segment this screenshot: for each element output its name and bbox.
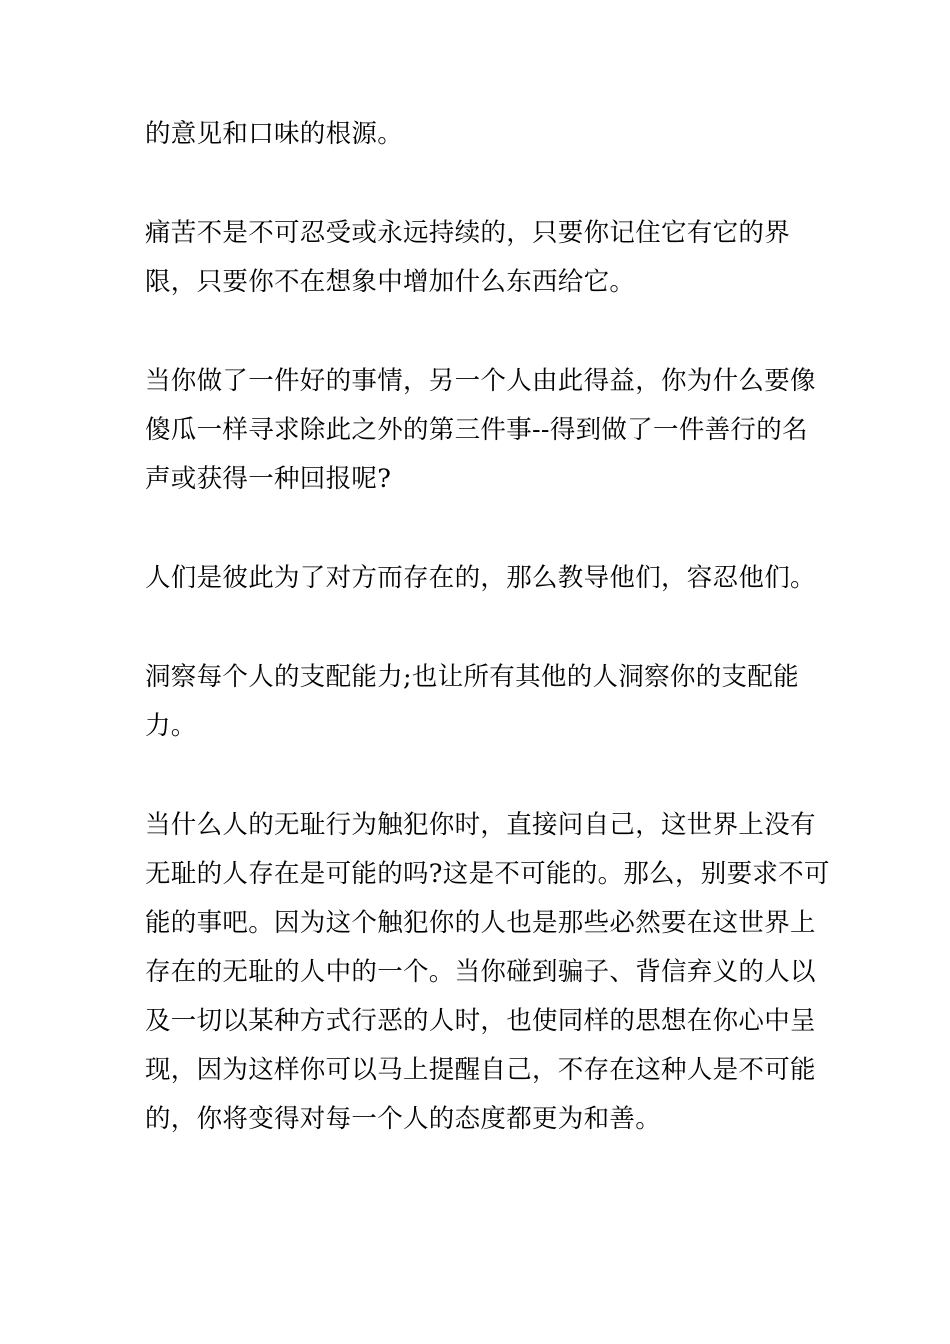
paragraph-line: 及一切以某种方式行恶的人时，也使同样的思想在你心中呈 [145,1006,816,1036]
paragraph-line: 现，因为这样你可以马上提醒自己，不存在这种人是不可能 [145,1055,816,1085]
paragraph-3 [145,357,830,504]
paragraph-6 [145,801,830,1144]
paragraph-line: 的，你将变得对每一个人的态度都更为和善。 [145,1104,662,1134]
paragraph-5 [145,653,830,751]
paragraph-line: 力。 [145,711,197,741]
paragraph-2 [145,209,830,307]
paragraph-line: 限，只要你不在想象中增加什么东西给它。 [145,267,636,297]
paragraph-line: 洞察每个人的支配能力;也让所有其他的人洞察你的支配能 [145,662,799,692]
paragraph-1 [145,110,830,159]
paragraph-line: 的意见和口味的根源。 [145,119,404,149]
paragraph-line: 当你做了一件好的事情，另一个人由此得益，你为什么要像 [145,366,816,396]
paragraph-line: 人们是彼此为了对方而存在的，那么教导他们，容忍他们。 [145,563,816,593]
paragraph-line: 傻瓜一样寻求除此之外的第三件事--得到做了一件善行的名 [145,415,808,445]
paragraph-line: 无耻的人存在是可能的吗?这是不可能的。那么，别要求不可 [145,859,830,889]
paragraph-line: 声或获得一种回报呢? [145,464,392,494]
paragraph-line: 能的事吧。因为这个触犯你的人也是那些必然要在这世界上 [145,908,816,938]
paragraph-line: 存在的无耻的人中的一个。当你碰到骗子、背信弃义的人以 [145,957,816,987]
document-body [145,110,830,1144]
paragraph-line: 痛苦不是不可忍受或永远持续的，只要你记住它有它的界 [145,218,791,248]
paragraph-line: 当什么人的无耻行为触犯你时，直接问自己，这世界上没有 [145,810,816,840]
paragraph-4 [145,554,830,603]
